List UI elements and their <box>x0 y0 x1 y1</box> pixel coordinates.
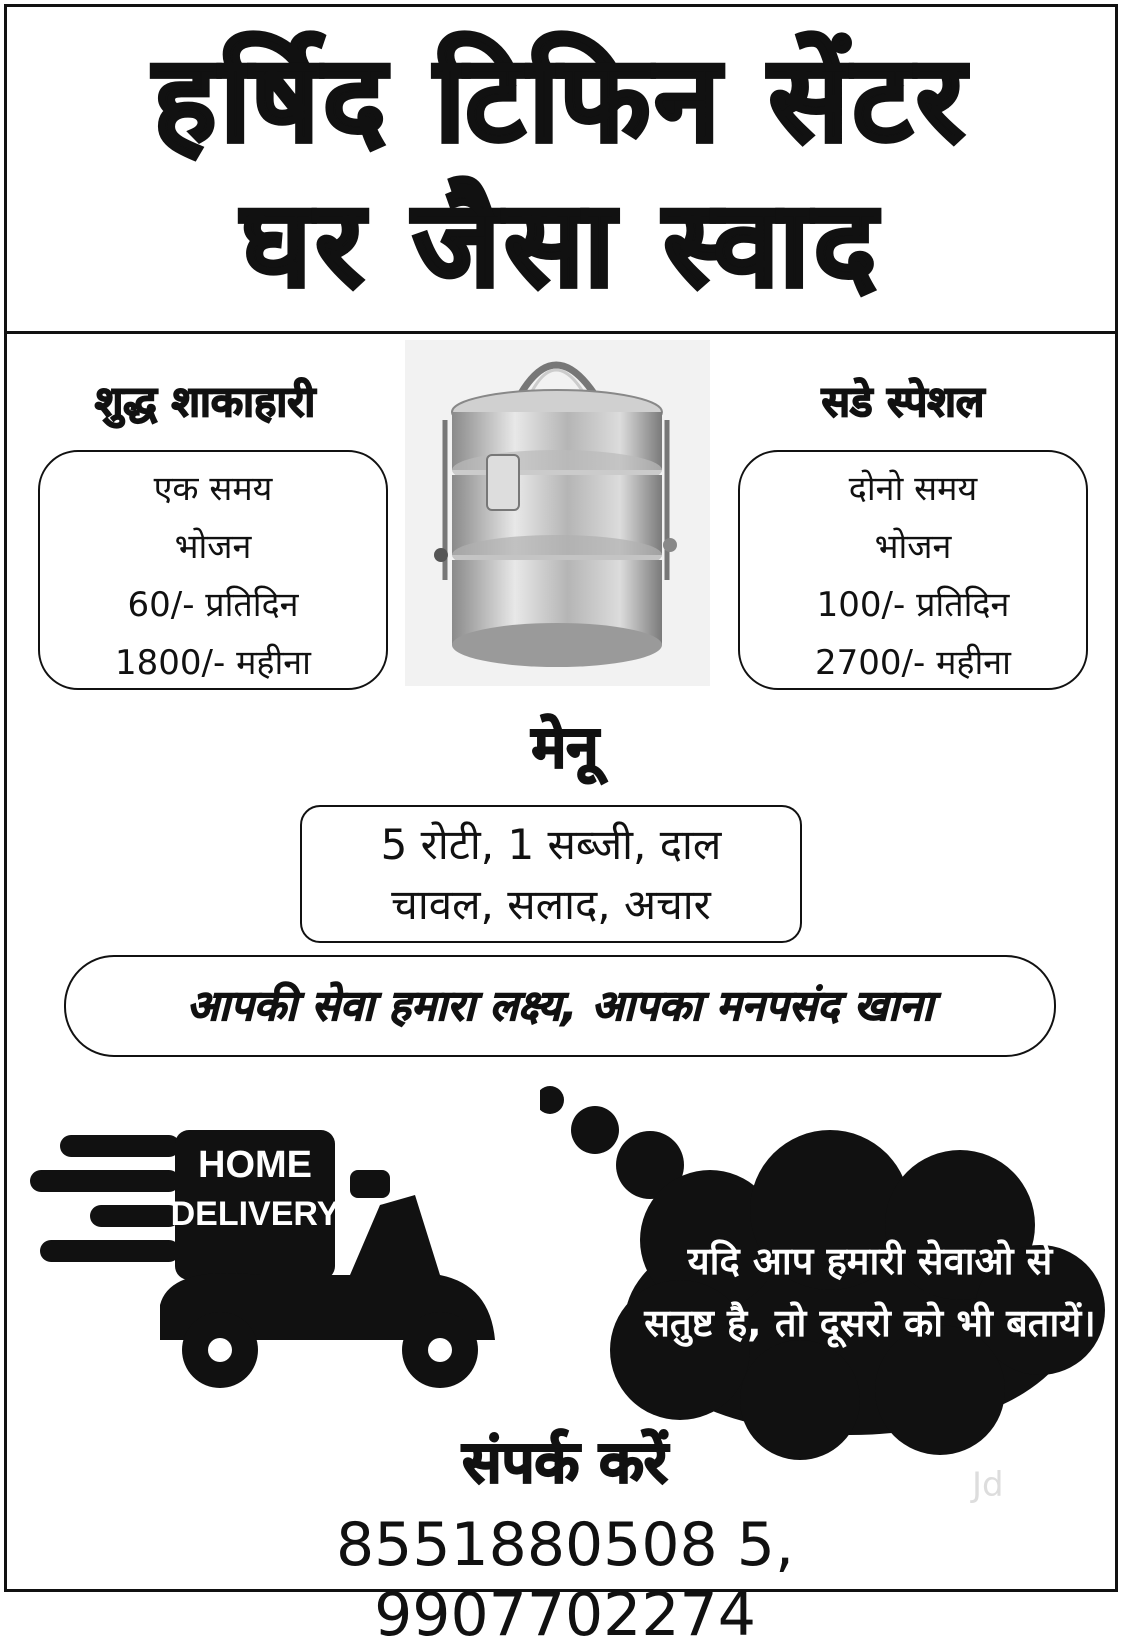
left-plan-line-2: भोजन <box>174 527 252 567</box>
menu-box <box>300 805 802 943</box>
left-plan-box <box>38 450 388 690</box>
right-plan-line-3: 100/- प्रतिदिन <box>816 585 1010 625</box>
home-delivery-graphic <box>20 1125 520 1405</box>
menu-line-1: 5 रोटी, 1 सब्जी, दाल <box>380 820 722 869</box>
delivery-label-1: HOME <box>198 1144 312 1186</box>
menu-title: मेनू <box>531 713 599 781</box>
contact-heading: संपर्क करें <box>462 1428 668 1496</box>
left-plan-line-4: 1800/- महीना <box>115 643 311 683</box>
tiffin-box-image <box>405 340 710 686</box>
cloud-message-line-1: यदि आप हमारी सेवाओ से <box>687 1239 1053 1283</box>
cloud-message <box>640 1230 1100 1354</box>
header <box>4 4 1118 334</box>
phone-numbers: 8551880508 5, 9907702274 <box>335 1510 795 1650</box>
right-plan-line-1: दोनो समय <box>848 469 978 509</box>
left-plan-line-1: एक समय <box>153 469 273 509</box>
scooter-icon <box>20 1125 520 1405</box>
title-line-2: घर जैसा स्वाद <box>241 175 881 313</box>
title-line-1: हर्षिद टिफिन सेंटर <box>153 30 969 168</box>
right-plan-line-2: भोजन <box>874 527 952 567</box>
menu-line-2: चावल, सलाद, अचार <box>391 880 711 929</box>
right-plan-heading: सडे स्पेशल <box>821 377 985 426</box>
tagline: आपकी सेवा हमारा लक्ष्य, आपका मनपसंद खाना <box>64 955 1056 1057</box>
right-plan-line-4: 2700/- महीना <box>815 643 1011 683</box>
left-plan-heading: शुद्ध शाकाहारी <box>94 377 316 426</box>
cloud-message-line-2: सतुष्ट है, तो दूसरो को भी बतायें। <box>644 1301 1096 1345</box>
tiffin-icon <box>405 340 710 686</box>
watermark: Jd <box>972 1465 1004 1505</box>
left-plan-line-3: 60/- प्रतिदिन <box>127 585 299 625</box>
delivery-label-2: DELIVERY <box>170 1195 340 1233</box>
right-plan-box <box>738 450 1088 690</box>
